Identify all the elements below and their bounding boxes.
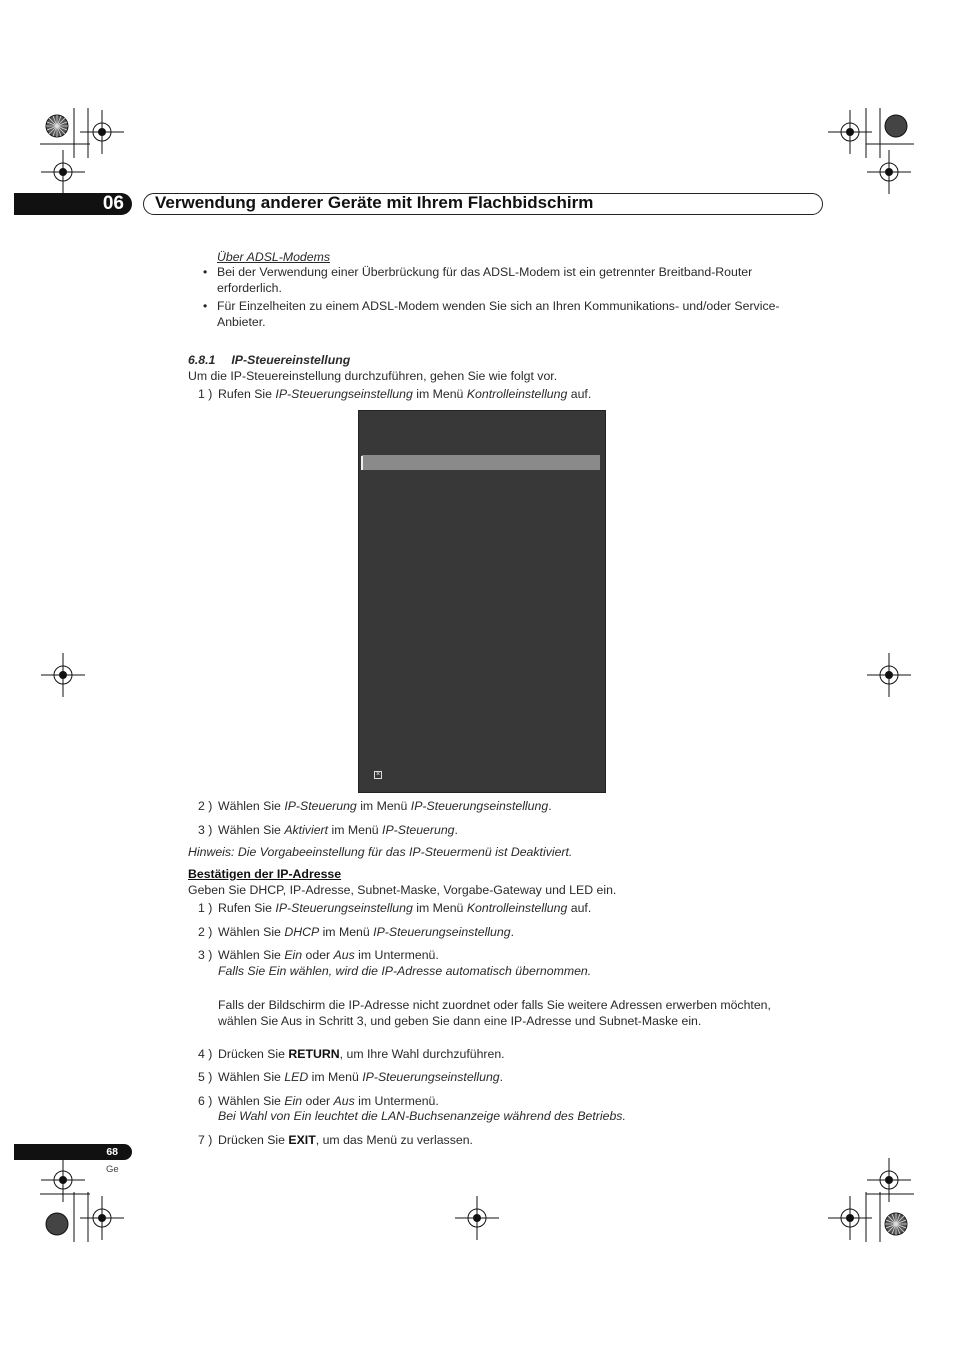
chapter-title: Verwendung anderer Geräte mit Ihrem Flachbidschirm <box>155 193 594 212</box>
confirm-step-1: 1 ) Rufen Sie IP-Steuerungseinstellung im Menü Kontrolleinstellung auf. <box>198 901 592 915</box>
confirm-step-3-extra-1: Falls der Bildschirm die IP-Adresse nicht zuordnet oder falls Sie weitere Adressen erwerben möchten, <box>218 998 771 1012</box>
bullet-dot: • <box>203 265 208 279</box>
menu-screenshot <box>358 410 606 793</box>
page-language: Ge <box>106 1164 119 1175</box>
section-step-2: 2 ) Wählen Sie IP-Steuerung im Menü IP-Steuerungseinstellung. <box>198 799 552 813</box>
confirm-step-3-extra-2: wählen Sie Aus in Schritt 3, und geben Sie dann eine IP-Adresse und Subnet-Maske ein. <box>218 1014 702 1028</box>
chapter-number-tab: 06 <box>14 193 132 215</box>
close-icon: × <box>375 771 381 778</box>
confirm-step-3-note: Falls Sie Ein wählen, wird die IP-Adresse automatisch übernommen. <box>218 964 592 978</box>
section-step-3: 3 ) Wählen Sie Aktiviert im Menü IP-Steuerung. <box>198 823 458 837</box>
confirm-step-4: 4 ) Drücken Sie RETURN, um Ihre Wahl durchzuführen. <box>198 1047 505 1061</box>
section-number: 6.8.1 <box>188 353 216 367</box>
bullet-2-line-1: Für Einzelheiten zu einem ADSL-Modem wenden Sie sich an Ihren Kommunikations- und/oder Service- <box>217 299 780 313</box>
adsl-heading: Über ADSL-Modems <box>217 250 330 264</box>
confirm-heading: Bestätigen der IP-Adresse <box>188 867 342 881</box>
menu-cursor <box>361 456 363 470</box>
confirm-step-6-note: Bei Wahl von Ein leuchtet die LAN-Buchsenanzeige während des Betriebs. <box>218 1109 626 1123</box>
bullet-dot: • <box>203 299 208 313</box>
page-number: 68 <box>14 1144 132 1160</box>
section-heading <box>188 352 350 368</box>
section-note: Hinweis: Die Vorgabeeinstellung für das IP-Steuermenü ist Deaktiviert. <box>188 845 573 859</box>
section-title: IP-Steuereinstellung <box>231 353 351 367</box>
section-step-1: 1 ) Rufen Sie IP-Steuerungseinstellung im Menü Kontrolleinstellung auf. <box>198 387 592 401</box>
confirm-step-5: 5 ) Wählen Sie LED im Menü IP-Steuerungseinstellung. <box>198 1070 504 1084</box>
confirm-intro: Geben Sie DHCP, IP-Adresse, Subnet-Maske, Vorgabe-Gateway und LED ein. <box>188 883 617 897</box>
confirm-step-7: 7 ) Drücken Sie EXIT, um das Menü zu verlassen. <box>198 1133 473 1147</box>
bullet-2-line-2: Anbieter. <box>217 315 266 329</box>
bullet-1-line-1: Bei der Verwendung einer Überbrückung für das ADSL-Modem ist ein getrennter Breitband-Router <box>217 265 753 279</box>
confirm-step-3: 3 ) Wählen Sie Ein oder Aus im Untermenü. <box>198 948 439 962</box>
menu-highlight-bar <box>362 455 600 470</box>
confirm-step-2: 2 ) Wählen Sie DHCP im Menü IP-Steuerungseinstellung. <box>198 925 514 939</box>
confirm-step-6: 6 ) Wählen Sie Ein oder Aus im Untermenü. <box>198 1094 439 1108</box>
bullet-1-line-2: erforderlich. <box>217 281 282 295</box>
section-intro: Um die IP-Steuereinstellung durchzuführen, gehen Sie wie folgt vor. <box>188 369 558 383</box>
